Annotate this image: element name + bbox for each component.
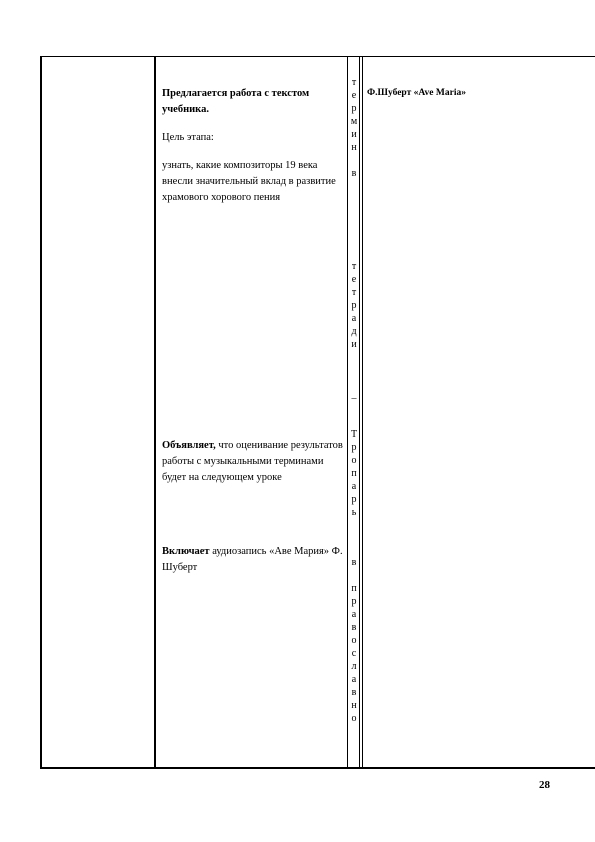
- vertical-letter: ь: [351, 507, 357, 518]
- evaluation-text: что оценивание результатов работы с музыкальными терминами будет на следующем уроке: [162, 440, 343, 483]
- column-divider-3: [359, 56, 360, 769]
- vertical-letter: р: [351, 442, 357, 453]
- vertical-letter: с: [351, 648, 357, 659]
- vertical-letter: е: [351, 90, 357, 101]
- vertical-letter: р: [351, 596, 357, 607]
- vertical-letter: о: [351, 713, 357, 724]
- audio-text: аудиозапись «Аве Мария» Ф. Шуберт: [162, 546, 343, 573]
- vertical-letter: в: [351, 168, 357, 179]
- vertical-letter: Т: [350, 429, 358, 440]
- evaluation-note: [162, 438, 347, 486]
- vertical-letter: м: [350, 116, 358, 127]
- vertical-letter: в: [351, 687, 357, 698]
- page-number: 28: [539, 779, 550, 791]
- vertical-letter: л: [351, 661, 357, 672]
- vertical-letter: р: [351, 494, 357, 505]
- vertical-letter: н: [351, 142, 357, 153]
- vertical-letter: в: [351, 557, 357, 568]
- music-piece-title: Ф.Шуберт «Ave Maria»: [367, 88, 466, 98]
- column-divider-1: [154, 56, 156, 769]
- audio-verb: Включает: [162, 546, 210, 557]
- vertical-letter: и: [351, 129, 357, 140]
- vertical-letter: е: [351, 274, 357, 285]
- vertical-letter: т: [351, 77, 357, 88]
- column-divider-4: [362, 56, 363, 769]
- vertical-letter: о: [351, 635, 357, 646]
- lesson-table: [40, 56, 595, 770]
- music-content-cell: [367, 87, 466, 99]
- vertical-letter: п: [351, 583, 357, 594]
- text-work-heading: Предлагается работа с текстом учебника.: [162, 88, 310, 115]
- column-divider-2: [347, 56, 348, 769]
- vertical-letter: д: [351, 326, 357, 337]
- vertical-letter: а: [351, 609, 357, 620]
- vertical-letter: р: [351, 103, 357, 114]
- vertical-letter: р: [351, 300, 357, 311]
- table-bottom-border: [40, 767, 595, 769]
- table-top-border: [40, 56, 595, 57]
- vertical-letter: а: [351, 313, 357, 324]
- vertical-letter: –: [351, 393, 357, 404]
- vertical-letter: в: [351, 622, 357, 633]
- goal-text: узнать, какие композиторы 19 века внесли значительный вклад в развитие храмового хорового пения: [162, 160, 336, 203]
- audio-note: [162, 544, 347, 576]
- goal-label: Цель этапа:: [162, 132, 214, 143]
- vertical-letter: и: [351, 339, 357, 350]
- vertical-letter: т: [351, 261, 357, 272]
- vertical-letter: п: [351, 468, 357, 479]
- vertical-letter: о: [351, 455, 357, 466]
- vertical-letter: а: [351, 674, 357, 685]
- table-left-border: [40, 56, 42, 769]
- vertical-letter: т: [351, 287, 357, 298]
- evaluation-verb: Объявляет,: [162, 440, 216, 451]
- vertical-letter: н: [351, 700, 357, 711]
- vertical-letter: а: [351, 481, 357, 492]
